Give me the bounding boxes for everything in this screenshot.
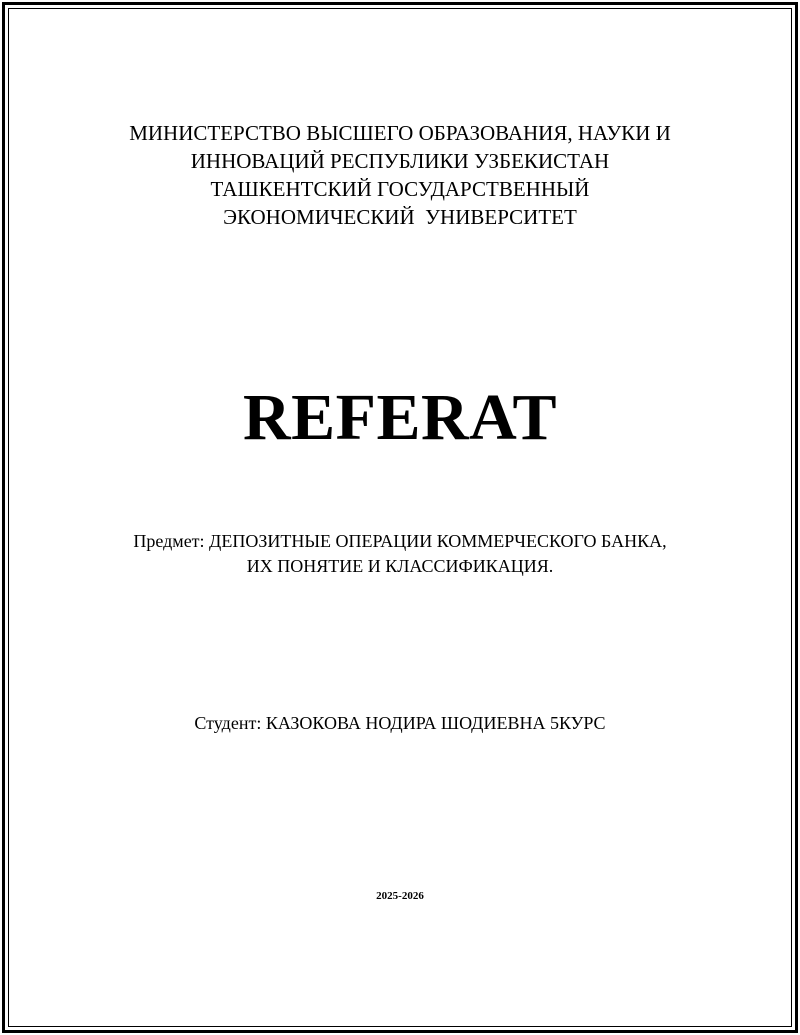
subject-line-1: Предмет: ДЕПОЗИТНЫЕ ОПЕРАЦИИ КОММЕРЧЕСКОГО БАНКА,: [133, 531, 667, 551]
institution-header: [0, 119, 800, 231]
header-line-republic: ИННОВАЦИЙ РЕСПУБЛИКИ УЗБЕКИСТАН: [190, 149, 610, 173]
header-line-ministry: МИНИСТЕРСТВО ВЫСШЕГО ОБРАЗОВАНИЯ, НАУКИ И: [129, 121, 671, 145]
document-title: REFERAT: [243, 381, 557, 454]
subject-block: [0, 529, 800, 579]
academic-year: 2025-2026: [376, 890, 424, 902]
header-line-university-type: ЭКОНОМИЧЕСКИЙ УНИВЕРСИТЕТ: [223, 205, 577, 229]
header-line-university-name: ТАШКЕНТСКИЙ ГОСУДАРСТВЕННЫЙ: [210, 177, 590, 201]
subject-line-2: ИХ ПОНЯТИЕ И КЛАССИФИКАЦИЯ.: [246, 556, 554, 576]
student-line: Студент: КАЗОКОВА НОДИРА ШОДИЕВНА 5КУРС: [194, 713, 606, 733]
